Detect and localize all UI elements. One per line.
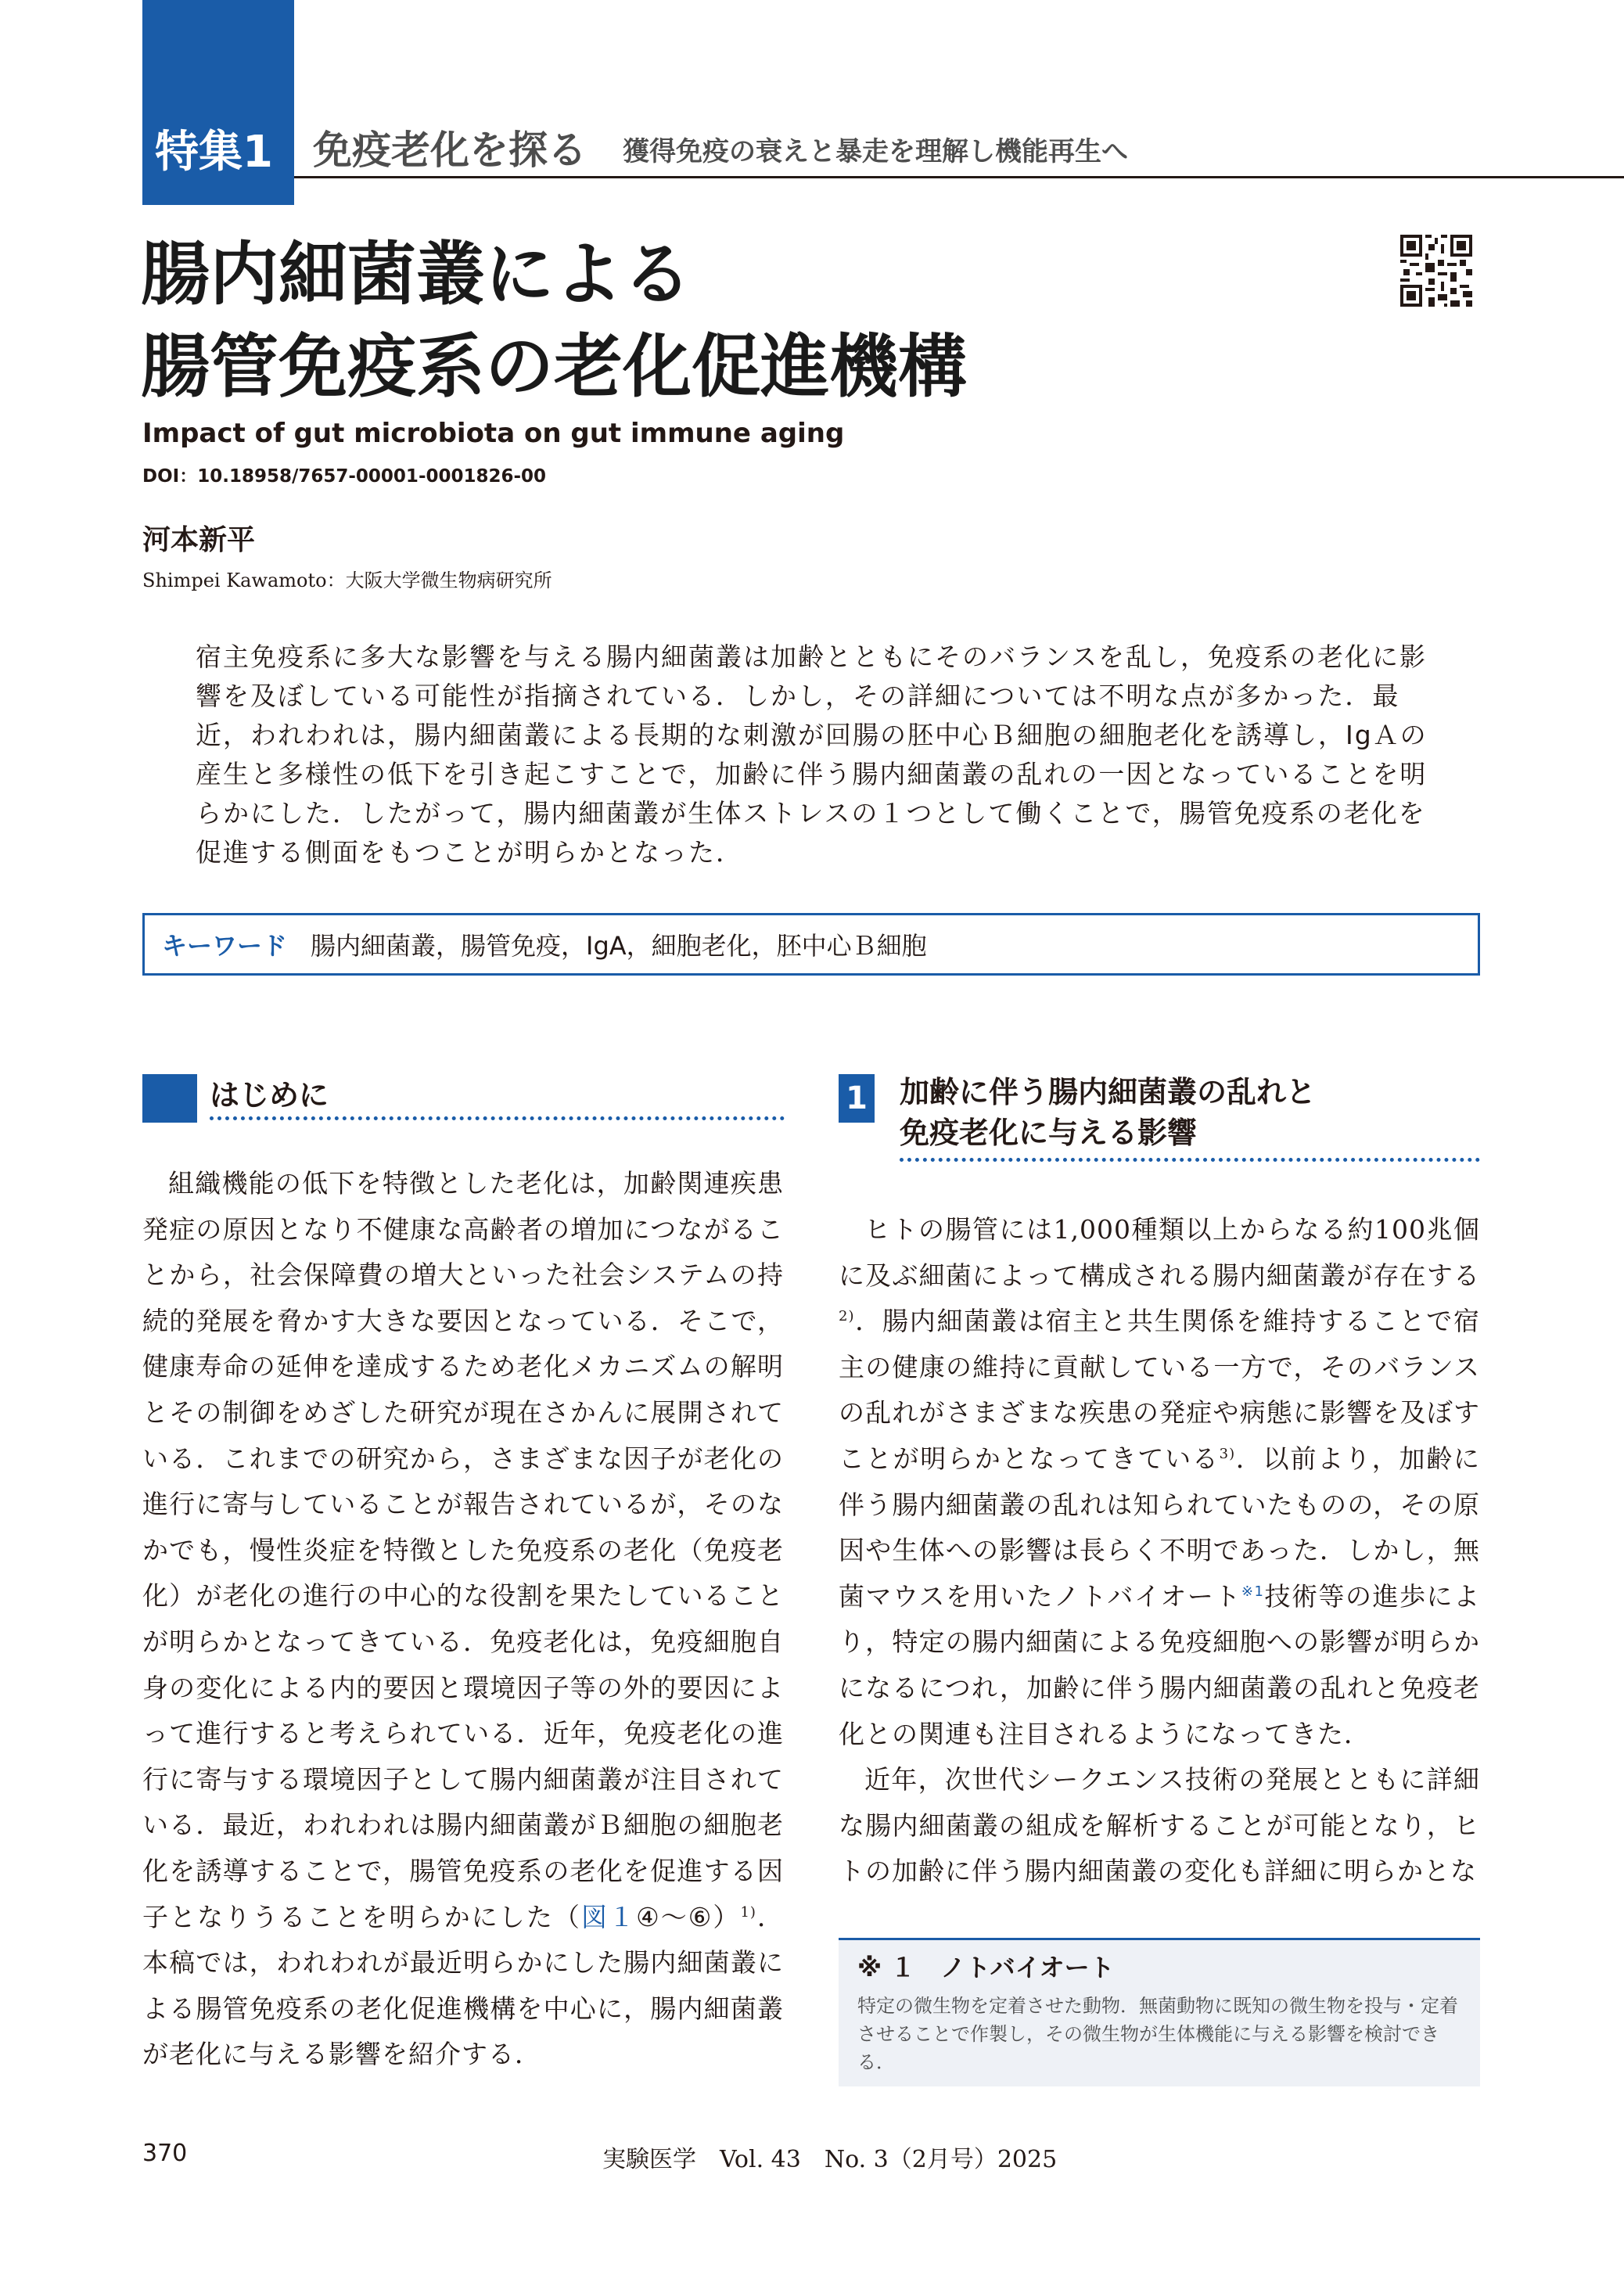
abstract: 宿主免疫系に多大な影響を与える腸内細菌叢は加齢とともにそのバランスを乱し，免疫系の老化に影響を及ぼしている可能性が指摘されている．しかし，その詳細については不明な点が多かった．最近，われわれは，腸内細菌叢による長期的な刺激が回腸の胚中心Ｂ細胞の細胞老化を誘導し，IgＡの産生と多様性の低下を引き起こすことで，加齢に伴う腸内細菌叢の乱れの一因となっていることを明らかにした．したがって，腸内細菌叢が生体ストレスの１つとして働くことで，腸管免疫系の老化を促進する側面をもつことが明らかとなった． [196,642,1428,868]
author-affiliation: Shimpei Kawamoto：大阪大学微生物病研究所 [142,570,552,591]
article-title [141,228,967,413]
section1-heading: 加齢に伴う腸内細菌叢の乱れと 免疫老化に与える影響 [900,1075,1317,1150]
intro-heading: はじめに [210,1078,329,1112]
doi: DOI：10.18958/7657-00001-0001826-00 [142,466,547,487]
intro-paragraph: 組織機能の低下を特徴とした老化は，加齢関連疾患発症の原因となり不健康な高齢者の増加につながることから，社会保障費の増大といった社会システムの持続的発展を脅かす大きな要因となっている．そこで，健康寿命の延伸を達成するため老化メカニズムの解明とその制御をめざした研究が現在さかんに展開されている．これまでの研究から，さまざまな因子が老化の進行に寄与していることが報告されているが，そのなかでも，慢性炎症を特徴とした免疫系の老化（免疫老化）が老化の進行の中心的な役割を果たしていることが明らかとなってきている．免疫老化は，免疫細胞自身の変化による内的要因と環境因子等の外的要因によって進行すると考えられている．近年，免疫老化の進行に寄与する環境因子として腸内細菌叢が注目されている．最近，われわれは腸内細菌叢がＢ細胞の細胞老化を誘導することで，腸管免疫系の老化を促進する因子となりうることを明らかにした（図１④〜⑥）$^{1)}$．本稿では，われわれが最近明らかにした腸内細菌叢による腸管免疫系の老化促進機構を中心に，腸内細菌叢が老化に与える影響を紹介する． [142,1168,785,2070]
section1-paragraph-2: 近年，次世代シークエンス技術の発展とともに詳細な腸内細菌叢の組成を解析することが可能となり，ヒトの加齢に伴う腸内細菌叢の変化も詳細に明らかとな [839,1764,1480,1887]
keywords-text: 腸内細菌叢，腸管免疫，IgA，細胞老化，胚中心Ｂ細胞 [311,931,927,961]
qr-code-icon [1400,235,1472,307]
english-title: Impact of gut microbiota on gut immune aging [142,418,845,449]
citation-3[interactable]: 3) [1219,1445,1236,1462]
section1-heading-rule [900,1158,1480,1162]
header-rule [294,176,1624,178]
journal-info: 実験医学 Vol. 43 No. 3（2月号）2025 [602,2146,1058,2173]
section1-body [839,1207,1480,1895]
keywords-box [142,913,1480,976]
intro-heading-rule [210,1116,785,1120]
footnote-box [839,1938,1480,2086]
footnote-body: 特定の微生物を定着させた動物．無菌動物に既知の微生物を投与・定着させることで作製し，その微生物が生体機能に与える影響を検討できる． [857,1995,1458,2073]
footnote-title: ※ １ ノトバイオート [857,1953,1115,1982]
author-name: 河本新平 [142,524,256,556]
article-title-line1: 腸内細菌叢による [141,234,692,314]
series-subtitle: 獲得免疫の衰えと暴走を理解し機能再生へ [623,136,1128,167]
intro-heading-marker [142,1074,197,1123]
article-title-line2: 腸管免疫系の老化促進機構 [141,326,968,407]
citation-2[interactable]: 2) [839,1308,855,1325]
page-number: 370 [142,2140,188,2167]
intro-body [142,1161,784,2078]
keywords-label: キーワード [162,931,288,961]
series-tab [142,0,294,205]
section1-number: 1 [839,1074,875,1123]
figure-reference[interactable]: 図１ [580,1901,637,1932]
series-title: 免疫老化を探る [313,128,587,173]
section1-paragraph-1: ヒトの腸管には1,000種類以上からなる約100兆個に及ぶ細菌によって構成される腸内細菌叢が存在する$^{2)}$．腸内細菌叢は宿主と共生関係を維持することで宿主の健康の維持に貢献している一方で，そのバランスの乱れがさまざまな疾患の発症や病態に影響を及ぼすことが明らかとなってきている$^{3)}$．以前より，加齢に伴う腸内細菌叢の乱れは知られていたものの，その原因や生体への影響は長らく不明であった．しかし，無菌マウスを用いたノトバイオート$^{※1}$技術等の進歩により，特定の腸内細菌による免疫細胞への影響が明らかになるにつれ，加齢に伴う腸内細菌叢の乱れと免疫老化との関連も注目されるようになってきた． [839,1214,1481,1749]
citation-1[interactable]: 1) [740,1903,756,1921]
series-label: 特集1 [155,127,273,178]
note-reference[interactable]: ※1 [1241,1583,1264,1600]
